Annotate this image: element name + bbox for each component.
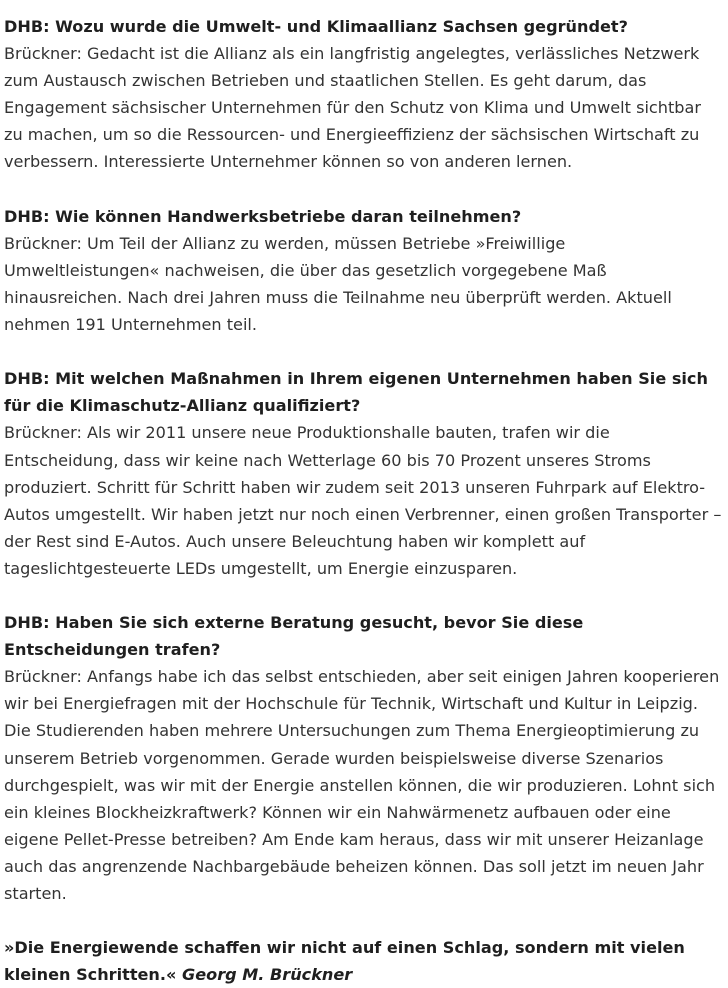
pull-quote: [4, 934, 724, 988]
interview-question: DHB: Haben Sie sich externe Beratung gesucht, bevor Sie diese Entscheidungen trafen?: [4, 613, 584, 660]
interview-question: DHB: Mit welchen Maßnahmen in Ihrem eigenen Unternehmen haben Sie sich für die Klimaschutz-Allianz qualifiziert?: [4, 369, 708, 416]
interview-answer: Brückner: Als wir 2011 unsere neue Produktionshalle bauten, trafen wir die Entscheidung, dass wir keine nach Wetterlage 60 bis 70 Prozent unseres Stroms produziert. Schritt für Schritt haben wir zudem seit 2013 unseren Fuhrpark auf Elektro-Autos umgestellt. Wir haben jetzt nur noch einen Verbrenner, einen großen Transporter – der Rest sind E-Autos. Auch unsere Beleuchtung haben wir komplett auf tageslichtgesteuerte LEDs umgestellt, um Energie einzusparen.: [4, 423, 722, 578]
interview-answer: Brückner: Anfangs habe ich das selbst entschieden, aber seit einigen Jahren kooperieren wir bei Energiefragen mit der Hochschule für Technik, Wirtschaft und Kultur in Leipzig. Die Studierenden haben mehrere Untersuchungen zum Thema Energieoptimierung zu unserem Betrieb vorgenommen. Gerade wurden beispielsweise diverse Szenarios durchgespielt, was wir mit der Energie anstellen können, die wir produzieren. Lohnt sich ein kleines Blockheizkraftwerk? Können wir ein Nahwärmenetz aufbauen oder eine eigene Pellet-Presse betreiben? Am Ende kam heraus, dass wir mit unserer Heizanlage auch das angrenzende Nachbargebäude beheizen können. Das soll jetzt im neuen Jahr starten.: [4, 667, 720, 903]
quote-text: »Die Energiewende schaffen wir nicht auf einen Schlag, sondern mit vielen kleinen Schritten.«: [4, 938, 685, 985]
qa-block-1: [4, 13, 724, 176]
interview-answer: Brückner: Gedacht ist die Allianz als ein langfristig angelegtes, verlässliches Netzwerk zum Austausch zwischen Betrieben und staatlichen Stellen. Es geht darum, das Engagement sächsischer Unternehmen für den Schutz von Klima und Umwelt sichtbar zu machen, um so die Ressourcen- und Energieeffizienz der sächsischen Wirtschaft zu verbessern. Interessierte Unternehmer können so von anderen lernen.: [4, 44, 701, 172]
interview-question: DHB: Wie können Handwerksbetriebe daran teilnehmen?: [4, 206, 522, 226]
quote-author: Georg M. Brückner: [182, 965, 353, 985]
qa-block-4: [4, 609, 724, 907]
qa-block-3: [4, 365, 724, 582]
interview-question: DHB: Wozu wurde die Umwelt- und Klimaallianz Sachsen gegründet?: [4, 17, 628, 36]
interview-answer: Brückner: Um Teil der Allianz zu werden, müssen Betriebe »Freiwillige Umweltleistungen« nachweisen, die über das gesetzlich vorgegebene Maß hinausreichen. Nach drei Jahren muss die Teilnahme neu überprüft werden. Aktuell nehmen 191 Unternehmen teil.: [4, 233, 672, 335]
qa-block-2: [4, 203, 724, 338]
